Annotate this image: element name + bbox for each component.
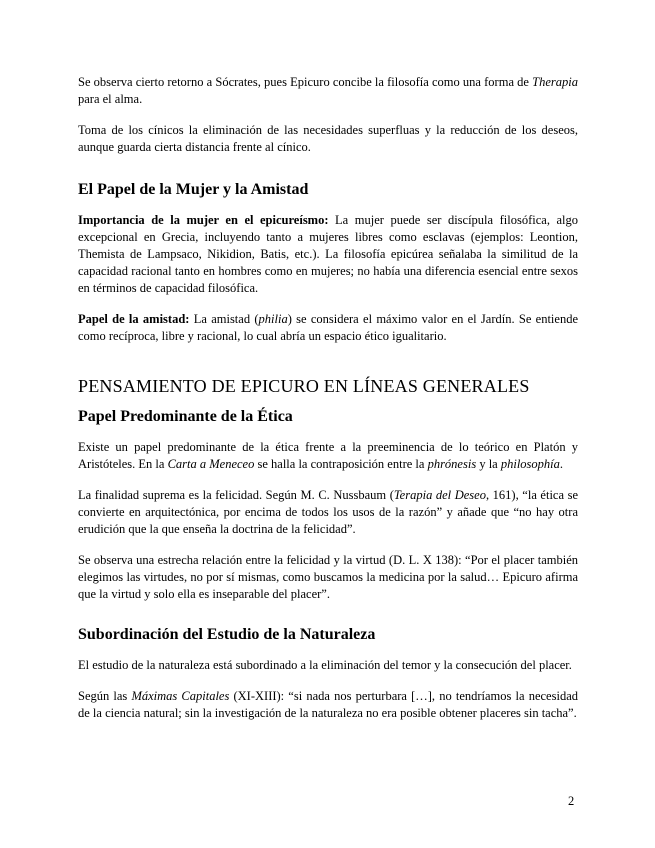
heading-pensamiento: PENSAMIENTO DE EPICURO EN LÍNEAS GENERALES <box>78 376 530 396</box>
paragraph-etica-1: Existe un papel predominante de la ética frente a la preeminencia de lo teórico en Platón y Aristóteles. En la Carta a Meneceo se halla la contraposición entre la phrónesis y la philosophía. <box>78 440 578 471</box>
paragraph-socrates: Se observa cierto retorno a Sócrates, pues Epicuro concibe la filosofía como una forma de Therapia para el alma. <box>78 75 578 106</box>
heading-mujer-amistad: El Papel de la Mujer y la Amistad <box>78 181 309 198</box>
paragraph-etica-3: Se observa una estrecha relación entre la felicidad y la virtud (D. L. X 138): “Por el placer también elegimos las virtudes, no por sí mismas, como buscamos la medicina por la salud… Epicuro afirma que la virtud y solo ella es inseparable del placer”. <box>78 553 578 601</box>
paragraph-etica-2: La finalidad suprema es la felicidad. Según M. C. Nussbaum (Terapia del Deseo, 161), “la ética se convierte en arquitectónica, por encima de todos los usos de la razón” y añade que “no hay otra erudición que la que enseña la doctrina de la felicidad”. <box>78 488 579 536</box>
paragraph-cinicos: Toma de los cínicos la eliminación de las necesidades superfluas y la reducción de los deseos, aunque guarda cierta distancia frente al cínico. <box>78 123 578 154</box>
paragraph-naturaleza-1: El estudio de la naturaleza está subordinado a la eliminación del temor y la consecución del placer. <box>78 658 572 672</box>
paragraph-naturaleza-2: Según las Máximas Capitales (XI-XIII): “si nada nos perturbara […], no tendríamos la necesidad de la ciencia natural; sin la investigación de la naturaleza no era posible obtener placeres sin tacha”. <box>78 689 578 720</box>
heading-etica: Papel Predominante de la Ética <box>78 408 293 425</box>
paragraph-amistad: Papel de la amistad: La amistad (philia) se considera el máximo valor en el Jardín. Se entiende como recíproca, libre y racional, lo cual abría un espacio ético igualitario. <box>78 312 578 343</box>
heading-naturaleza: Subordinación del Estudio de la Naturaleza <box>78 626 376 643</box>
page-number: 2 <box>568 794 575 808</box>
document-page <box>78 74 578 736</box>
paragraph-mujer: Importancia de la mujer en el epicureísmo: La mujer puede ser discípula filosófica, algo excepcional en Grecia, incluyendo tanto a mujeres libres como esclavas (ejemplos: Leontion, Themista de Lampsaco, Nikidion, Batis, etc.). La filosofía epicúrea señalaba la similitud de la capacidad racional tanto en hombres como en mujeres; no había una diferencia esencial entre sexos en términos de capacidad filosófica. <box>78 213 578 295</box>
